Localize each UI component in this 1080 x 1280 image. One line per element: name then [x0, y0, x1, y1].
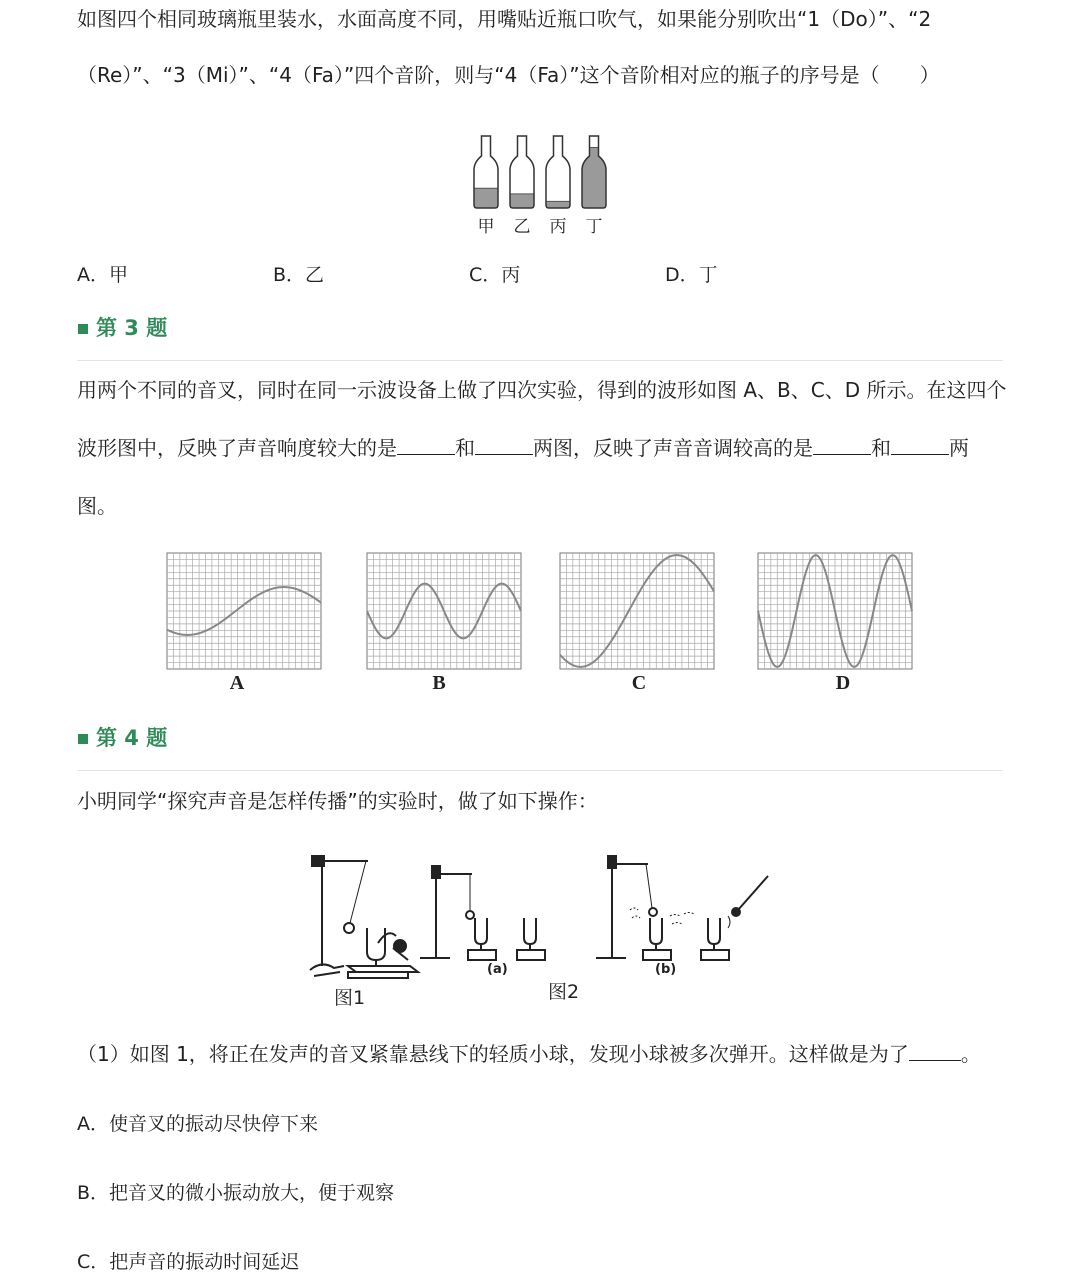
q3-text-part: 和	[871, 436, 891, 460]
fig2b-label: (b)	[655, 962, 677, 977]
bottle	[546, 136, 570, 208]
answer-blank[interactable]	[475, 436, 533, 455]
q3-text-part: 两	[949, 436, 969, 460]
q4-part1	[77, 1039, 981, 1069]
q4-option-a[interactable]: A．使音叉的振动尽快停下来	[77, 1113, 318, 1135]
bottle-label: 丁	[585, 217, 603, 237]
q3-stem-line2	[77, 433, 969, 463]
waveform-label-c: C	[631, 672, 647, 694]
square-bullet-icon	[78, 324, 88, 334]
waveform-c	[559, 552, 715, 670]
q4-option-b[interactable]: B．把音叉的微小振动放大，便于观察	[77, 1182, 395, 1204]
q2-option-b[interactable]: B．乙	[273, 264, 325, 286]
fig1-tuning-fork-with-hammer	[348, 928, 418, 978]
q3-text-part: 两图，反映了声音音调较高的是	[533, 436, 813, 460]
q3-stem-line3: 图。	[77, 494, 117, 518]
divider	[77, 770, 1003, 771]
waveform-label-a: A	[229, 672, 245, 694]
fig2-label: 图2	[548, 981, 580, 1003]
fig1-label: 图1	[334, 987, 366, 1009]
q2-option-c[interactable]: C．丙	[469, 264, 521, 286]
bottle-label: 乙	[513, 217, 531, 237]
q4-part1-text: （1）如图 1，将正在发声的音叉紧靠悬线下的轻质小球，发现小球被多次弹开。这样做是为了	[77, 1042, 909, 1066]
waveform-label-d: D	[835, 672, 851, 694]
bottle-water	[472, 188, 500, 210]
fig2a-apparatus	[420, 866, 545, 960]
square-bullet-icon	[78, 734, 88, 744]
tuning-fork-experiment-figure	[300, 848, 780, 1013]
q4-part1-end: 。	[960, 1042, 981, 1066]
waveform-label-b: B	[432, 672, 446, 694]
answer-blank[interactable]	[891, 436, 949, 455]
answer-blank[interactable]	[397, 436, 455, 455]
answer-blank[interactable]	[909, 1042, 961, 1061]
q3-text-part: 和	[455, 436, 475, 460]
q3-stem-line1: 用两个不同的音叉，同时在同一示波设备上做了四次实验，得到的波形如图 A、B、C、D 所示。在这四个	[77, 378, 1007, 402]
q2-stem-line2: （Re）”、“3（Mi）”、“4（Fa）”四个音阶，则与“4（Fa）”这个音阶相对应的瓶子的序号是（ ）	[77, 63, 940, 87]
q4-intro: 小明同学“探究声音是怎样传播”的实验时，做了如下操作：	[77, 789, 598, 813]
q2-stem-line1: 如图四个相同玻璃瓶里装水，水面高度不同，用嘴贴近瓶口吹气，如果能分别吹出“1（Do）”、“2	[77, 7, 932, 31]
bottle-water	[580, 148, 608, 210]
q3-title	[78, 312, 167, 342]
fig2a-label: (a)	[487, 962, 508, 977]
bottles-figure	[466, 128, 616, 240]
waveform-d	[757, 552, 913, 670]
waveform-b	[366, 552, 522, 670]
fig1-stand-with-pendulum	[310, 856, 368, 976]
waveform-a	[166, 552, 322, 670]
q3-text-part: 波形图中，反映了声音响度较大的是	[77, 436, 397, 460]
bottle-label: 甲	[477, 217, 495, 237]
q4-option-c[interactable]: C．把声音的振动时间延迟	[77, 1251, 300, 1273]
divider	[77, 360, 1003, 361]
q4-title	[78, 722, 167, 752]
answer-blank[interactable]	[813, 436, 871, 455]
bottle-label: 丙	[549, 217, 567, 237]
q2-option-d[interactable]: D．丁	[665, 264, 718, 286]
fig2b-apparatus	[596, 856, 768, 960]
q3-title-text: 第 3 题	[96, 316, 168, 340]
q4-title-text: 第 4 题	[96, 726, 168, 750]
q2-option-a[interactable]: A．甲	[77, 264, 128, 286]
